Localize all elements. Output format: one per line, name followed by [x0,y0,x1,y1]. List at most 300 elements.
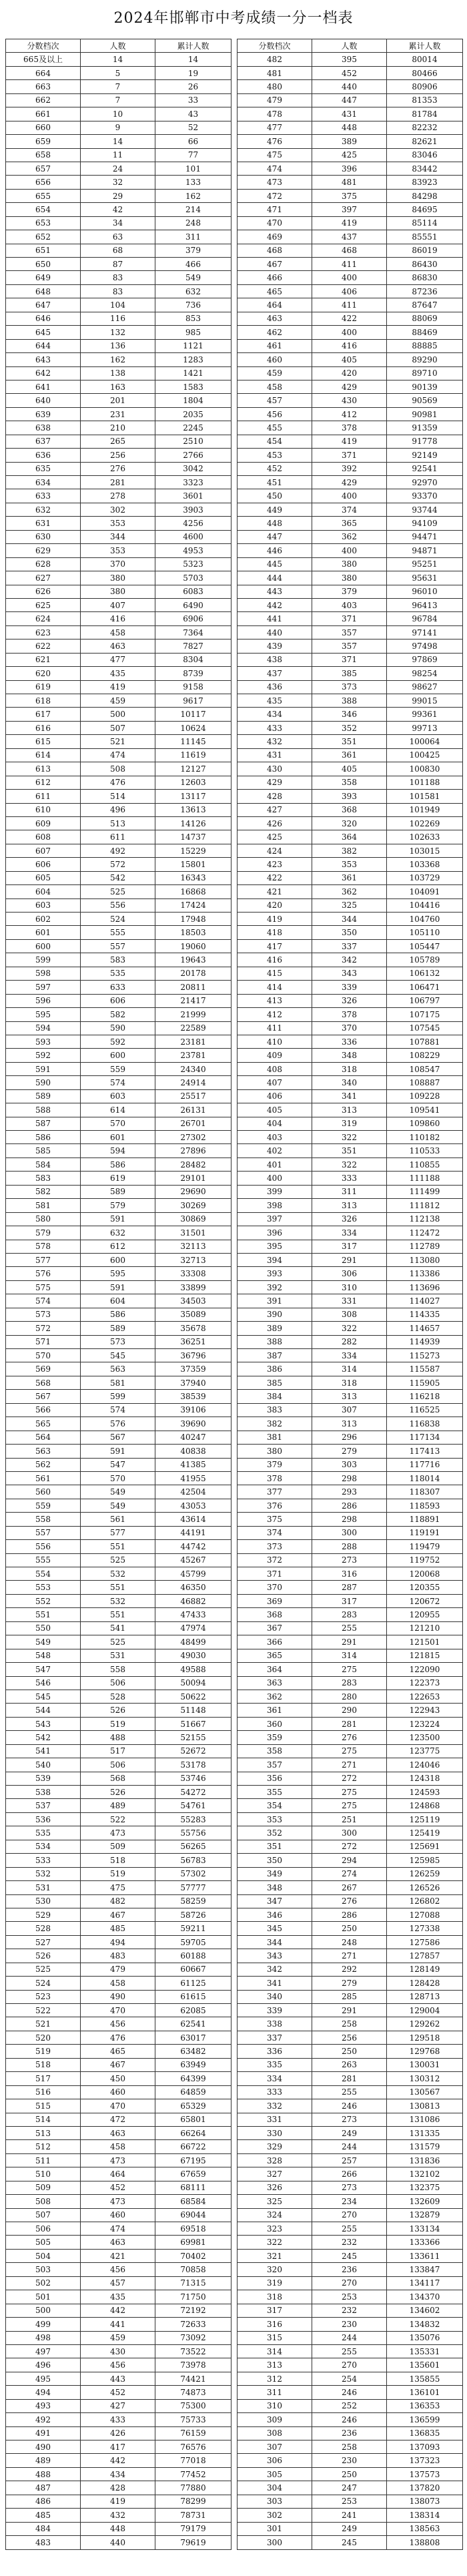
cell-cumulative: 107881 [387,1035,463,1048]
table-row [6,1103,231,1117]
table-row [6,517,231,530]
cell-score: 655 [6,189,81,202]
cell-cumulative: 83046 [387,148,463,162]
cell-count: 286 [312,1908,387,1921]
cell-cumulative: 101581 [387,790,463,803]
cell-score: 479 [238,93,312,107]
cell-cumulative: 60188 [155,1949,231,1963]
cell-count: 594 [81,1144,155,1157]
cell-count: 632 [81,1226,155,1240]
cell-count: 308 [312,1308,387,1321]
table-row [6,2344,231,2358]
cell-count: 435 [81,2290,155,2304]
cell-count: 136 [81,339,155,352]
table-row [238,176,463,189]
cell-count: 253 [312,2290,387,2304]
cell-cumulative: 61125 [155,1977,231,1990]
cell-count: 340 [312,1076,387,1089]
cell-score: 489 [6,2454,81,2467]
cell-count: 250 [312,1922,387,1935]
cell-cumulative: 133611 [387,2249,463,2262]
cell-score: 592 [6,1049,81,1062]
cell-count: 528 [81,1690,155,1703]
cell-cumulative: 91778 [387,435,463,448]
cell-score: 445 [238,557,312,571]
cell-score: 339 [238,2004,312,2017]
cell-cumulative: 124868 [387,1799,463,1812]
cell-cumulative: 112472 [387,1226,463,1240]
cell-cumulative: 120672 [387,1594,463,1607]
cell-score: 512 [6,2140,81,2153]
cell-count: 581 [81,1376,155,1389]
cell-cumulative: 26131 [155,1103,231,1117]
cell-cumulative: 45267 [155,1553,231,1567]
cell-count: 292 [312,1963,387,1976]
table-row [238,2236,463,2249]
cell-count: 556 [81,898,155,912]
cell-score: 562 [6,1458,81,1471]
table-row [238,571,463,585]
header-cumulative: 累计人数 [387,39,463,53]
cell-cumulative: 115273 [387,1349,463,1362]
table-row [6,1485,231,1499]
cell-count: 63 [81,230,155,244]
cell-score: 614 [6,748,81,762]
cell-count: 506 [81,1758,155,1772]
cell-score: 502 [6,2276,81,2290]
cell-cumulative: 77452 [155,2467,231,2481]
cell-count: 256 [81,449,155,462]
table-row [6,2126,231,2139]
cell-cumulative: 53746 [155,1772,231,1785]
cell-count: 468 [312,244,387,257]
cell-score: 343 [238,1949,312,1963]
cell-score: 473 [238,176,312,189]
table-row [238,2126,463,2139]
table-row [238,1157,463,1171]
cell-cumulative: 1283 [155,353,231,366]
cell-cumulative: 1583 [155,380,231,393]
cell-cumulative: 2766 [155,449,231,462]
cell-cumulative: 110533 [387,1144,463,1157]
table-row [6,667,231,680]
table-row [238,66,463,79]
cell-cumulative: 45799 [155,1567,231,1581]
cell-score: 426 [238,816,312,830]
cell-cumulative: 25517 [155,1089,231,1103]
table-row [238,939,463,953]
cell-count: 318 [312,1376,387,1389]
cell-count: 507 [81,721,155,734]
cell-count: 14 [81,53,155,66]
cell-score: 573 [6,1308,81,1321]
cell-count: 421 [81,2249,155,2262]
cell-count: 296 [312,1431,387,1444]
cell-score: 652 [6,230,81,244]
cell-count: 373 [312,680,387,694]
cell-count: 447 [312,93,387,107]
table-row [238,2426,463,2440]
table-row [6,953,231,967]
cell-count: 325 [312,898,387,912]
table-row [6,489,231,503]
cell-score: 597 [6,981,81,994]
cell-score: 583 [6,1172,81,1185]
cell-count: 241 [312,2509,387,2522]
cell-score: 527 [6,1935,81,1949]
cell-score: 612 [6,776,81,789]
cell-count: 273 [312,2181,387,2194]
cell-count: 255 [312,2344,387,2358]
cell-count: 393 [312,790,387,803]
cell-score: 576 [6,1267,81,1280]
table-row [6,271,231,284]
table-row [6,2058,231,2071]
cell-count: 313 [312,1199,387,1212]
cell-cumulative: 118593 [387,1499,463,1512]
cell-cumulative: 89290 [387,353,463,366]
cell-score: 351 [238,1840,312,1853]
cell-score: 608 [6,830,81,844]
cell-score: 509 [6,2181,81,2194]
cell-cumulative: 73978 [155,2358,231,2372]
cell-count: 496 [81,803,155,816]
table-row [238,503,463,516]
cell-count: 400 [312,544,387,557]
cell-score: 537 [6,1799,81,1812]
cell-score: 563 [6,1445,81,1458]
cell-score: 505 [6,2236,81,2249]
cell-score: 475 [238,148,312,162]
cell-cumulative: 4953 [155,544,231,557]
cell-cumulative: 92149 [387,449,463,462]
cell-cumulative: 133 [155,176,231,189]
cell-count: 254 [312,2372,387,2385]
cell-count: 230 [312,2318,387,2331]
cell-count: 472 [81,2113,155,2126]
cell-count: 460 [81,2208,155,2222]
cell-cumulative: 2245 [155,421,231,435]
cell-count: 545 [81,1349,155,1362]
cell-score: 417 [238,939,312,953]
cell-count: 419 [312,216,387,230]
cell-count: 450 [81,2072,155,2085]
cell-count: 368 [312,803,387,816]
cell-cumulative: 121815 [387,1649,463,1662]
cell-score: 350 [238,1854,312,1867]
cell-count: 463 [81,2236,155,2249]
cell-score: 615 [6,735,81,748]
cell-count: 392 [312,462,387,475]
cell-score: 662 [6,93,81,107]
cell-cumulative: 131579 [387,2140,463,2153]
cell-cumulative: 104416 [387,898,463,912]
table-row [6,1908,231,1921]
cell-count: 582 [81,1008,155,1021]
cell-cumulative: 114939 [387,1335,463,1348]
table-row [6,1499,231,1512]
cell-count: 396 [312,162,387,175]
table-row [6,2413,231,2426]
cell-score: 450 [238,489,312,503]
cell-score: 480 [238,80,312,93]
cell-cumulative: 83442 [387,162,463,175]
cell-cumulative: 39690 [155,1417,231,1431]
table-row [238,366,463,380]
cell-score: 449 [238,503,312,516]
cell-score: 639 [6,407,81,421]
cell-score: 379 [238,1458,312,1471]
table-row [238,2536,463,2549]
cell-count: 591 [81,1445,155,1458]
cell-cumulative: 129004 [387,2004,463,2017]
cell-score: 375 [238,1513,312,1526]
table-row [6,1240,231,1253]
cell-count: 524 [81,913,155,926]
table-row [238,107,463,121]
table-row [238,1935,463,1949]
cell-count: 586 [81,1308,155,1321]
cell-cumulative: 41385 [155,1458,231,1471]
table-row [6,53,231,66]
cell-cumulative: 93370 [387,489,463,503]
table-row [238,1062,463,1075]
cell-count: 440 [312,80,387,93]
table-row [6,1513,231,1526]
cell-score: 372 [238,1553,312,1567]
cell-count: 452 [81,2386,155,2399]
cell-cumulative: 3903 [155,503,231,516]
cell-score: 591 [6,1062,81,1075]
cell-count: 579 [81,1199,155,1212]
cell-cumulative: 131086 [387,2113,463,2126]
cell-count: 263 [312,2058,387,2071]
cell-score: 600 [6,939,81,953]
cell-count: 456 [81,2017,155,2031]
cell-cumulative: 32113 [155,1240,231,1253]
cell-count: 416 [312,339,387,352]
cell-score: 407 [238,1076,312,1089]
table-row [238,1621,463,1635]
cell-score: 651 [6,244,81,257]
cell-cumulative: 129262 [387,2017,463,2031]
cell-cumulative: 132375 [387,2181,463,2194]
cell-cumulative: 64399 [155,2072,231,2085]
cell-score: 302 [238,2509,312,2522]
cell-cumulative: 3042 [155,462,231,475]
table-row [6,2372,231,2385]
cell-cumulative: 5323 [155,557,231,571]
cell-score: 487 [6,2481,81,2495]
cell-cumulative: 120355 [387,1581,463,1594]
cell-cumulative: 79619 [155,2536,231,2549]
cell-count: 298 [312,1513,387,1526]
cell-count: 258 [312,2440,387,2454]
table-row [238,708,463,721]
cell-count: 572 [81,858,155,871]
cell-count: 519 [81,1717,155,1730]
cell-cumulative: 44191 [155,1526,231,1539]
cell-score: 491 [6,2426,81,2440]
cell-score: 522 [6,2004,81,2017]
cell-cumulative: 114657 [387,1322,463,1335]
table-row [238,898,463,912]
table-row [238,653,463,666]
cell-score: 421 [238,885,312,898]
cell-cumulative: 137093 [387,2440,463,2454]
cell-cumulative: 88469 [387,326,463,339]
cell-score: 582 [6,1185,81,1198]
table-row [6,898,231,912]
table-row [6,1253,231,1266]
table-row [6,121,231,134]
cell-count: 430 [312,394,387,407]
cell-count: 422 [312,312,387,325]
cell-score: 609 [6,816,81,830]
cell-score: 585 [6,1144,81,1157]
cell-score: 338 [238,2017,312,2031]
table-row [238,967,463,980]
cell-score: 589 [6,1089,81,1103]
table-row [238,2167,463,2181]
cell-score: 371 [238,1567,312,1581]
cell-cumulative: 63482 [155,2045,231,2058]
page-title: 2024年邯郸市中考成绩一分一档表 [113,10,354,27]
cell-count: 488 [81,1731,155,1744]
cell-cumulative: 108887 [387,1076,463,1089]
table-row [6,258,231,271]
cell-cumulative: 73522 [155,2344,231,2358]
cell-cumulative: 34503 [155,1294,231,1308]
cell-count: 551 [81,1608,155,1621]
cell-score: 331 [238,2113,312,2126]
cell-cumulative: 85114 [387,216,463,230]
cell-score: 470 [238,216,312,230]
table-row [6,1049,231,1062]
cell-count: 300 [312,1526,387,1539]
table-row [6,1799,231,1812]
cell-cumulative: 114027 [387,1294,463,1308]
table-row [238,2004,463,2017]
cell-score: 559 [6,1499,81,1512]
cell-score: 524 [6,1977,81,1990]
cell-score: 307 [238,2440,312,2454]
cell-score: 312 [238,2372,312,2385]
cell-cumulative: 138563 [387,2522,463,2535]
cell-cumulative: 138808 [387,2536,463,2549]
cell-score: 551 [6,1608,81,1621]
cell-score: 648 [6,284,81,298]
cell-score: 575 [6,1280,81,1294]
table-row [6,2331,231,2344]
cell-cumulative: 123224 [387,1717,463,1730]
cell-cumulative: 7827 [155,639,231,653]
table-row [6,1185,231,1198]
cell-cumulative: 121210 [387,1621,463,1635]
cell-score: 368 [238,1608,312,1621]
cell-count: 458 [81,1977,155,1990]
table-row [238,1526,463,1539]
table-row [6,680,231,694]
table-row [6,1963,231,1976]
cell-count: 452 [312,66,387,79]
cell-cumulative: 95631 [387,571,463,585]
cell-cumulative: 19 [155,66,231,79]
table-row [238,2249,463,2262]
cell-cumulative: 52672 [155,1744,231,1758]
cell-count: 7 [81,80,155,93]
table-row [6,2399,231,2412]
cell-cumulative: 111812 [387,1199,463,1212]
cell-cumulative: 55756 [155,1826,231,1840]
table-row [6,1977,231,1990]
cell-score: 642 [6,366,81,380]
cell-cumulative: 114335 [387,1308,463,1321]
table-row [238,2045,463,2058]
cell-cumulative: 27896 [155,1144,231,1157]
table-row [238,1322,463,1335]
cell-cumulative: 69518 [155,2222,231,2236]
cell-cumulative: 98627 [387,680,463,694]
table-row [238,1608,463,1621]
table-row [6,1854,231,1867]
header-cumulative: 累计人数 [155,39,231,53]
cell-score: 374 [238,1526,312,1539]
cell-score: 599 [6,953,81,967]
cell-count: 482 [81,1894,155,1908]
cell-score: 594 [6,1021,81,1035]
cell-score: 644 [6,339,81,352]
cell-score: 369 [238,1594,312,1607]
cell-count: 244 [312,2140,387,2153]
cell-count: 568 [81,1772,155,1785]
cell-count: 104 [81,298,155,312]
cell-count: 378 [312,1008,387,1021]
cell-score: 590 [6,1076,81,1089]
table-row [238,1499,463,1512]
cell-count: 279 [312,1445,387,1458]
cell-count: 489 [81,1799,155,1812]
cell-score: 620 [6,667,81,680]
cell-score: 311 [238,2386,312,2399]
table-row [238,2331,463,2344]
cell-score: 515 [6,2099,81,2113]
cell-cumulative: 47974 [155,1621,231,1635]
cell-count: 271 [312,1949,387,1963]
cell-count: 291 [312,1635,387,1649]
table-row [6,1294,231,1308]
cell-score: 327 [238,2167,312,2181]
cell-score: 469 [238,230,312,244]
cell-count: 357 [312,625,387,639]
table-row [6,2358,231,2372]
cell-score: 427 [238,803,312,816]
table-row [238,2085,463,2099]
cell-count: 270 [312,2208,387,2222]
table-row [6,1062,231,1075]
cell-cumulative: 12603 [155,776,231,789]
cell-cumulative: 66264 [155,2126,231,2139]
table-row [238,476,463,489]
cell-count: 563 [81,1362,155,1376]
cell-cumulative: 122090 [387,1663,463,1676]
cell-score: 547 [6,1663,81,1676]
cell-score: 322 [238,2236,312,2249]
cell-score: 542 [6,1731,81,1744]
cell-count: 476 [81,2031,155,2044]
table-row [6,2509,231,2522]
cell-cumulative: 103015 [387,844,463,857]
